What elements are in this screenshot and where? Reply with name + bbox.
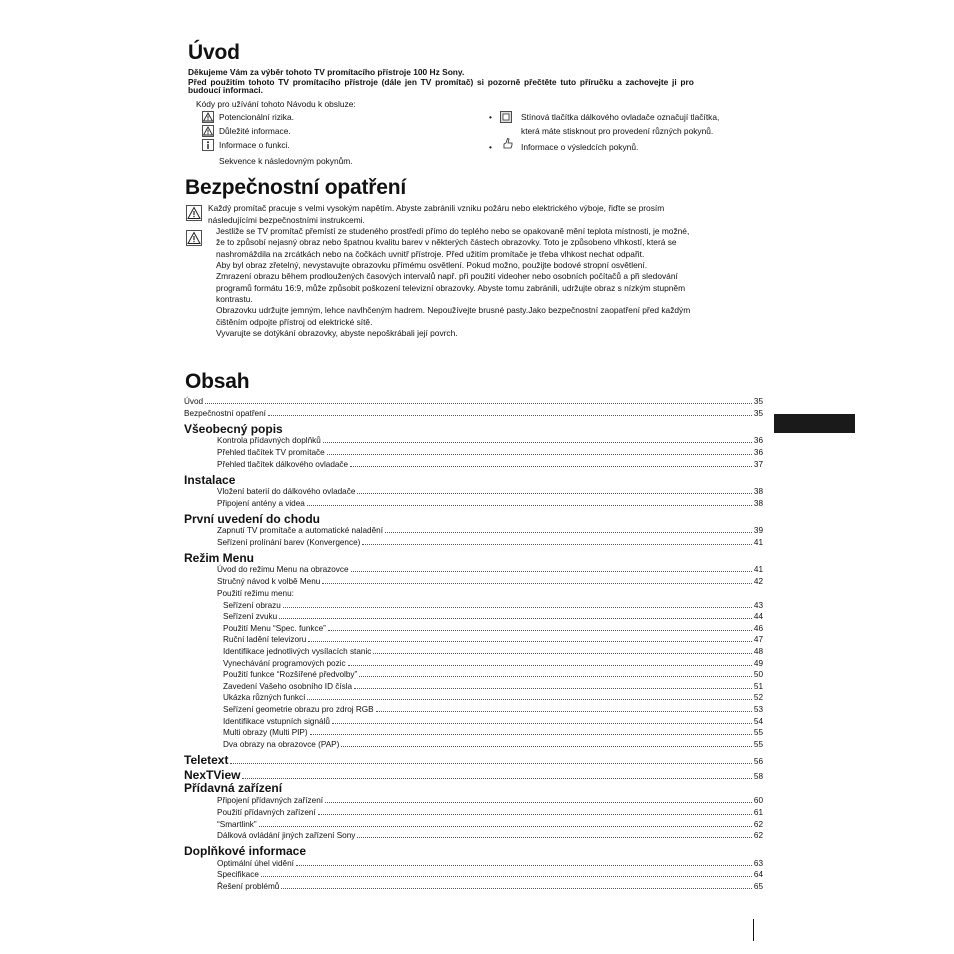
toc-entry-title: Identifikace vstupních signálů	[223, 716, 330, 726]
toc-leader-dots	[307, 699, 752, 700]
intro-bold-line-2: Před použitím tohoto TV promítacího přístroje (dále jen TV promítač) si pozorně přečtěte tuto příručku a zachovejte ji pro	[188, 77, 694, 87]
toc-entry[interactable]	[223, 601, 763, 611]
toc-entry[interactable]	[217, 577, 763, 587]
toc-entry-page: 55	[753, 728, 763, 738]
toc-entry[interactable]	[217, 870, 763, 880]
toc-leader-dots	[376, 711, 752, 712]
toc-leader-dots	[350, 466, 752, 467]
toc-entry[interactable]	[223, 693, 763, 703]
toc-entry-page: 36	[753, 436, 763, 446]
toc-entry-page: 60	[753, 795, 763, 805]
toc-entry-page: 35	[753, 409, 763, 419]
toc-entry-title: Úvod do režimu Menu na obrazovce	[217, 565, 349, 575]
toc-section-heading[interactable]: Instalace	[184, 472, 236, 487]
toc-leader-dots	[259, 826, 752, 827]
toc-entry[interactable]	[223, 740, 763, 750]
toc-leader-dots	[205, 403, 752, 404]
bullet-2: •	[489, 142, 492, 152]
safety-line: Obrazovku udržujte jemným, lehce navlhčeným hadrem. Nepoužívejte brusné pasty.Jako bezpečnostní zaopatření před každým	[216, 305, 691, 315]
toc-entry-page: 65	[753, 882, 763, 892]
remote-code-line-1: Stínová tlačítka dálkového ovladače označují tlačítka,	[521, 112, 720, 122]
toc-entry[interactable]	[223, 670, 763, 680]
toc-entry-page: 51	[753, 681, 763, 691]
toc-entry-page: 46	[753, 623, 763, 633]
toc-entry[interactable]	[217, 831, 763, 841]
function-info-icon	[202, 139, 214, 151]
toc-entry-title: Zavedení Vašeho osobního ID čísla	[223, 681, 353, 691]
toc-leader-dots	[348, 665, 752, 666]
toc-entry-title: Seřízení zvuku	[223, 612, 278, 622]
toc-entry[interactable]	[223, 705, 763, 715]
toc-entry[interactable]	[217, 487, 763, 497]
toc-entry[interactable]	[223, 728, 763, 738]
toc-section-heading[interactable]: Režim Menu	[184, 550, 255, 565]
safety-line: Jestliže se TV promítač přemístí ze studeného prostředí přímo do teplého nebo se opakovaně mění teplota místnosti, je možné,	[216, 226, 690, 236]
toc-leader-dots	[359, 676, 752, 677]
hand-result-icon	[502, 137, 514, 149]
code-text-sequence: Sekvence k následovným pokynům.	[219, 156, 353, 166]
toc-entry-page: 48	[753, 647, 763, 656]
toc-leader-dots	[307, 505, 752, 506]
toc-entry[interactable]	[217, 882, 763, 892]
safety-intro-line-2: následujícími bezpečnostními instrukcemi.	[208, 215, 365, 225]
remote-button-icon	[500, 111, 512, 123]
toc-entry-page: 35	[753, 397, 763, 406]
toc-leader-dots	[323, 442, 752, 443]
toc-entry[interactable]	[223, 635, 763, 645]
safety-line: že to způsobí nejasný obraz nebo špatnou kvalitu barev v některých částech obrazovky. Toto je způsobeno vlhkostí, která se	[216, 237, 677, 247]
code-text-risk: Potencionální rizika.	[219, 112, 294, 122]
toc-entry-title: Stručný návod k volbě Menu	[217, 577, 321, 586]
toc-entry-page: 56	[753, 757, 763, 767]
safety-line: Aby byl obraz zřetelný, nevystavujte obrazovku přímému osvětlení. Pokud možno, použijte bodové stropní osvětlení.	[216, 260, 648, 270]
toc-entry[interactable]	[184, 397, 763, 407]
toc-entry-title: Přehled tlačítek dálkového ovladače	[217, 459, 349, 469]
toc-leader-dots	[385, 532, 752, 533]
safety-line: nashromáždila na zrcátkách nebo na čočkách uvnitř přístroje. Před užitím promítače je třeba vlhkost nechat odpařit.	[216, 249, 645, 259]
toc-entry-page: 41	[753, 565, 763, 575]
warning-triangle-icon	[202, 111, 214, 123]
toc-section-heading[interactable]	[184, 768, 763, 782]
toc-leader-dots	[332, 723, 752, 724]
toc-section-heading[interactable]: Doplňkové informace	[184, 844, 307, 859]
toc-leader-dots	[327, 454, 752, 455]
toc-entry-page: 43	[753, 600, 763, 610]
toc-entry[interactable]	[217, 538, 763, 548]
toc-entry-page: 42	[753, 577, 763, 586]
toc-entry[interactable]	[223, 717, 763, 727]
toc-entry-title: Připojení přídavných zařízení	[217, 795, 324, 805]
toc-entry-title: “Smartlink”	[217, 819, 257, 829]
toc-entry-title: Úvod	[184, 397, 204, 406]
toc-entry[interactable]	[184, 409, 763, 419]
uvod-title: Úvod	[188, 41, 240, 64]
toc-leader-dots	[351, 571, 752, 572]
toc-entry[interactable]	[217, 589, 763, 599]
toc-entry[interactable]	[217, 565, 763, 575]
toc-entry[interactable]	[217, 859, 763, 869]
toc-entry[interactable]	[223, 647, 763, 657]
toc-entry-title: Seřízení geometrie obrazu pro zdroj RGB	[223, 705, 374, 714]
toc-entry-page: 39	[753, 526, 763, 536]
toc-section-title: NexTView	[184, 767, 241, 782]
toc-entry[interactable]	[223, 612, 763, 622]
toc-leader-dots	[268, 415, 752, 416]
toc-leader-dots	[341, 746, 752, 747]
toc-entry[interactable]	[223, 659, 763, 669]
toc-entry-page: 47	[753, 635, 763, 645]
toc-entry-page: 64	[753, 870, 763, 880]
remote-code-line-2: která máte stisknout pro provedení různých pokynů.	[521, 126, 714, 136]
toc-leader-dots	[242, 778, 751, 779]
toc-entry[interactable]	[217, 460, 763, 470]
toc-entry-title: Identifikace jednotlivých vysílacích stanic	[223, 647, 372, 656]
intro-bold-line-1: Děkujeme Vám za výběr tohoto TV promítacího přístroje 100 Hz Sony.	[188, 67, 465, 77]
toc-entry[interactable]	[223, 624, 763, 634]
toc-leader-dots	[261, 876, 752, 877]
toc-entry-title: Zapnutí TV promítače a automatické naladění	[217, 526, 383, 536]
toc-entry[interactable]	[217, 448, 763, 458]
warning-triangle-icon	[186, 230, 202, 246]
toc-entry-title: Ukázka různých funkcí	[223, 693, 306, 703]
toc-leader-dots	[318, 814, 752, 815]
toc-entry-title: Dálková ovládání jiných zařízení Sony	[217, 831, 356, 841]
toc-entry-page: 38	[753, 498, 763, 508]
toc-entry-title: Seřízení obrazu	[223, 600, 281, 610]
safety-intro-line-1: Každý promítač pracuje s velmi vysokým napětím. Abyste zabránili vzniku požáru nebo elektrického výboje, řiďte se prosím	[208, 203, 665, 213]
toc-section-heading[interactable]	[184, 753, 763, 767]
toc-entry-title: Specifikace	[217, 870, 259, 880]
toc-entry-title: Ruční ladění televizoru	[223, 635, 307, 645]
toc-entry-page: 58	[753, 771, 763, 781]
toc-entry-page: 62	[753, 831, 763, 841]
safety-line: čištěním odpojte přístroj od elektrické sítě.	[216, 317, 373, 327]
safety-line: Vyvarujte se dotýkání obrazovky, abyste nepoškrábali její povrch.	[216, 328, 458, 338]
toc-entry-page: 49	[753, 658, 763, 668]
chapter-tab-marker	[774, 414, 855, 433]
toc-entry-page: 61	[753, 807, 763, 817]
toc-leader-dots	[279, 618, 752, 619]
obsah-title: Obsah	[185, 370, 250, 393]
toc-leader-dots	[296, 865, 752, 866]
toc-entry-title: Optimální úhel vidění	[217, 858, 294, 868]
toc-entry-title: Dva obrazy na obrazovce (PAP)	[223, 739, 340, 749]
toc-entry-page: 55	[753, 739, 763, 749]
toc-entry-page: 41	[753, 537, 763, 547]
safety-line: kontrastu.	[216, 294, 253, 304]
toc-leader-dots	[283, 607, 752, 608]
toc-entry-title: Připojení antény a videa	[217, 498, 305, 508]
toc-entry[interactable]	[217, 808, 763, 818]
safety-line: programů formátu 16:9, může způsobit poškození televizní obrazovky. Abyste tomu zabránili, udržujte obraz s nízkým stupněm	[216, 283, 686, 293]
toc-entry-page: 37	[753, 459, 763, 469]
page-edge-mark	[753, 919, 754, 941]
toc-entry-title: Bezpečnostní opatření	[184, 409, 266, 419]
toc-entry-title: Vložení baterií do dálkového ovladače	[217, 487, 356, 496]
toc-entry[interactable]	[217, 820, 763, 830]
toc-section-heading[interactable]: Přídavná zařízení	[184, 781, 283, 796]
toc-entry-title: Vynechávání programových pozic	[223, 658, 346, 668]
toc-leader-dots	[230, 763, 751, 764]
toc-entry[interactable]	[217, 526, 763, 536]
toc-leader-dots	[354, 688, 752, 689]
toc-leader-dots	[310, 734, 752, 735]
toc-entry[interactable]	[217, 499, 763, 509]
toc-entry-title: Použití režimu menu:	[217, 588, 294, 598]
safety-line: Zmrazení obrazu během prodloužených časových intervalů např. při použití videoher nebo osobních počítačů a při sledování	[216, 271, 678, 281]
toc-leader-dots	[373, 653, 752, 654]
toc-entry-page: 62	[753, 819, 763, 829]
intro-bold-line-3: budoucí informaci.	[188, 85, 263, 95]
toc-leader-dots	[362, 544, 752, 545]
toc-entry-page: 38	[753, 487, 763, 496]
toc-entry-title: Řešení problémů	[217, 882, 280, 892]
toc-leader-dots	[308, 641, 752, 642]
toc-section-heading[interactable]: Všeobecný popis	[184, 421, 283, 436]
toc-entry[interactable]	[217, 436, 763, 446]
code-text-function: Informace o funkci.	[219, 140, 290, 150]
toc-leader-dots	[325, 802, 752, 803]
toc-leader-dots	[328, 630, 752, 631]
toc-section-heading[interactable]: První uvedení do chodu	[184, 511, 321, 526]
toc-entry-title: Multi obrazy (Multi PIP)	[223, 728, 308, 738]
code-text-important: Důležité informace.	[219, 126, 291, 136]
toc-leader-dots	[322, 583, 752, 584]
toc-entry-page: 44	[753, 612, 763, 622]
toc-entry-title: Použití přídavných zařízení	[217, 807, 316, 817]
toc-leader-dots	[281, 888, 752, 889]
bezpecnost-title: Bezpečnostní opatření	[185, 176, 406, 199]
toc-entry-page: 52	[753, 693, 763, 703]
toc-entry-page: 53	[753, 705, 763, 714]
toc-entry-page: 36	[753, 447, 763, 457]
toc-entry-title: Přehled tlačítek TV promítače	[217, 447, 325, 457]
toc-leader-dots	[357, 837, 752, 838]
toc-entry[interactable]	[217, 796, 763, 806]
toc-entry-page: 50	[753, 670, 763, 680]
bullet-1: •	[489, 112, 492, 122]
toc-leader-dots	[357, 493, 752, 494]
result-code-line: Informace o výsledcích pokynů.	[521, 142, 639, 152]
toc-entry-title: Použití funkce “Rozšířené předvolby”	[223, 670, 358, 680]
important-info-icon	[202, 125, 214, 137]
warning-triangle-icon	[186, 205, 202, 221]
toc-entry-title: Použití Menu “Spec. funkce”	[223, 623, 326, 633]
toc-entry-page: 54	[753, 716, 763, 726]
codes-label: Kódy pro užívání tohoto Návodu k obsluze:	[196, 99, 356, 109]
toc-entry-title: Kontrola přídavných doplňků	[217, 436, 321, 446]
toc-entry-title: Seřízení prolínání barev (Konvergence)	[217, 537, 361, 547]
toc-section-title: Teletext	[184, 753, 229, 768]
toc-entry-page: 63	[753, 858, 763, 868]
toc-entry[interactable]	[223, 682, 763, 692]
